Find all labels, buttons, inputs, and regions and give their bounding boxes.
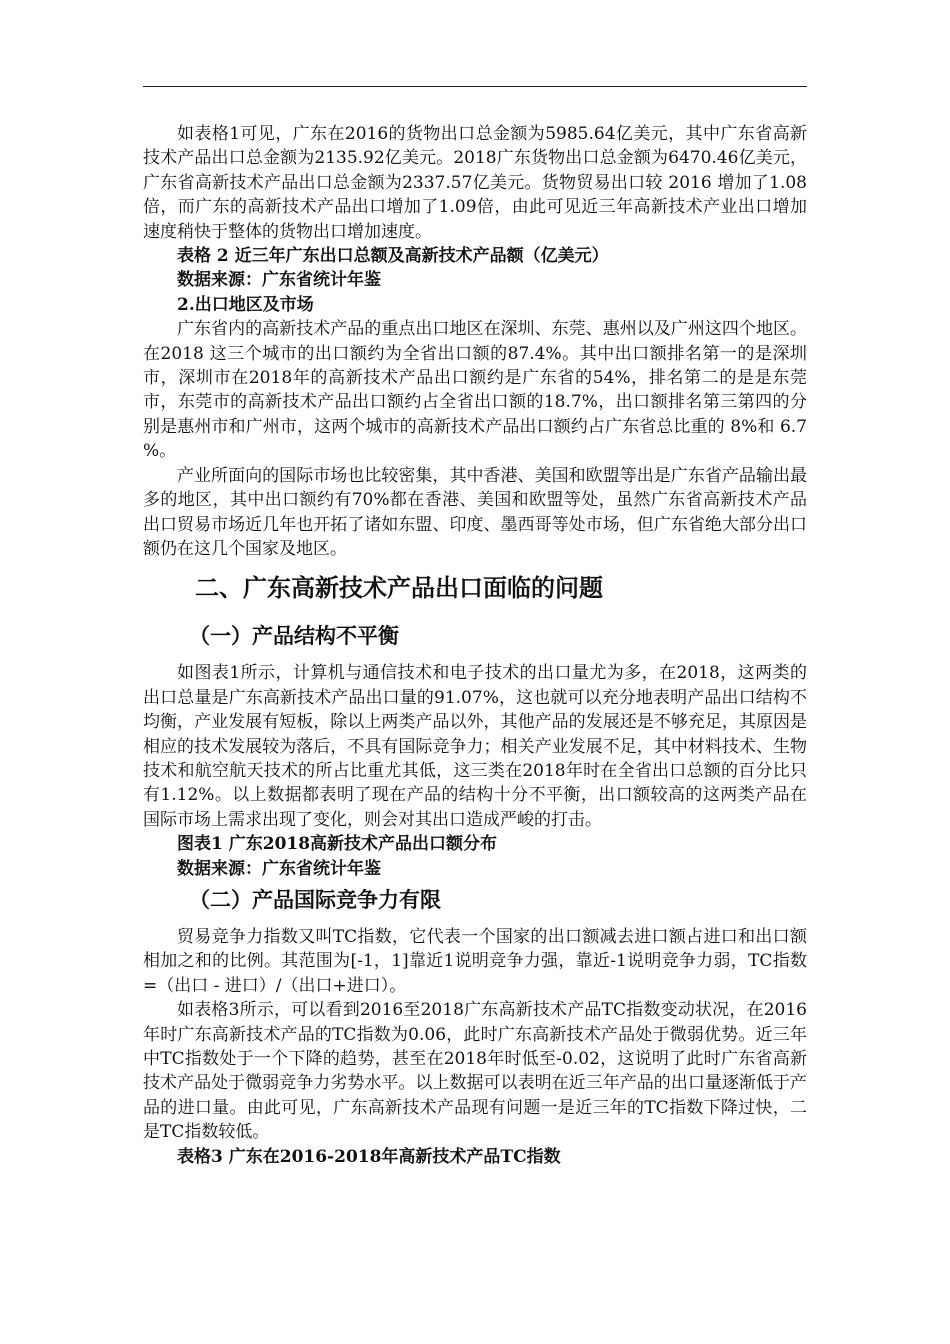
paragraph-product-structure: 如图表1所示，计算机与通信技术和电子技术的出口量尤为多，在2018，这两类的出口总量是广东高新技术产品出口量的91.07%，这也就可以充分地表明产品出口结构不均衡，产业发展有短板，除以上两类产品以外，其他产品的发展还是不够充足，其原因是相应的技术发展较为落后，不具有国际竞争力；相关产业发展不足，其中材料技术、生物技术和航空航天技术的所占比重尤其低，这三类在2018年时在全省出口总额的百分比只有1.12%。以上数据都表明了现在产品的结构十分不平衡，出口额较高的这两类产品在国际市场上需求出现了变化，则会对其出口造成严峻的打击。	[143, 663, 807, 830]
paragraph-international-markets: 产业所面向的国际市场也比较密集，其中香港、美国和欧盟等出是广东省产品输出最多的地区，其中出口额约有70%都在香港、美国和欧盟等处，虽然广东省高新技术产品出口贸易市场近几年也开拓了诸如东盟、印度、墨西哥等处市场，但广东省绝大部分出口额仍在这几个国家及地区。	[143, 465, 807, 559]
section-heading-problems: 二、广东高新技术产品出口面临的问题	[195, 573, 603, 603]
subsection-heading-competitiveness: （二）产品国际竞争力有限	[189, 886, 441, 912]
paragraph-export-overview: 如表格1可见，广东在2016的货物出口总金额为5985.64亿美元，其中广东省高新技术产品出口总金额为2135.92亿美元。2018广东货物出口总金额为6470.46亿美元，广东省高新技术产品出口总金额为2337.57亿美元。货物贸易出口较 2016 增加了1.08倍，而广东的高新技术产品出口增加了1.09倍，由此可见近三年高新技术产业出口增加速度稍快于整体的货物出口增加速度。	[143, 124, 807, 242]
header-rule	[143, 86, 807, 87]
paragraph-tc-index-definition: 贸易竞争力指数又叫TC指数，它代表一个国家的出口额减去进口额占进口和出口额相加之和的比例。其范围为[-1，1]靠近1说明竞争力强，靠近-1说明竞争力弱，TC指数=（出口 - 进口）/（出口+进口）。	[143, 926, 807, 996]
subheading-export-regions: 2.出口地区及市场	[177, 294, 314, 315]
document-body	[143, 122, 807, 1169]
data-source-2: 数据来源：广东省统计年鉴	[177, 858, 381, 879]
paragraph-export-regions: 广东省内的高新技术产品的重点出口地区在深圳、东莞、惠州以及广州这四个地区。在2018 这三个城市的出口额约为全省出口额的87.4%。其中出口额排名第一的是深圳市，深圳市在2018年的高新技术产品出口额约是广东省的54%，排名第二的是是东莞市，东莞市的高新技术产品出口额约占全省出口额的18.7%，出口额排名第三第四的分别是惠州市和广州市，这两个城市的高新技术产品出口额约占广东省总比重的 8%和 6.7 %。	[143, 319, 807, 462]
table-caption-2: 表格 2 近三年广东出口总额及高新技术产品额（亿美元）	[177, 246, 609, 267]
table-caption-3: 表格3 广东在2016-2018年高新技术产品TC指数	[177, 1146, 561, 1167]
paragraph-tc-index-trend: 如表格3所示，可以看到2016至2018广东高新技术产品TC指数变动状况，在2016年时广东高新技术产品的TC指数为0.06，此时广东高新技术产品处于微弱优势。近三年中TC指数处于一个下降的趋势，甚至在2018年时低至-0.02，这说明了此时广东省高新技术产品处于微弱竞争力劣势水平。以上数据可以表明在近三年产品的出口量逐渐低于产品的进口量。由此可见，广东高新技术产品现有问题一是近三年的TC指数下降过快，二是TC指数较低。	[143, 1000, 807, 1143]
data-source-1: 数据来源：广东省统计年鉴	[177, 270, 381, 291]
subsection-heading-structure: （一）产品结构不平衡	[189, 623, 399, 649]
figure-caption-1: 图表1 广东2018高新技术产品出口额分布	[177, 834, 498, 855]
